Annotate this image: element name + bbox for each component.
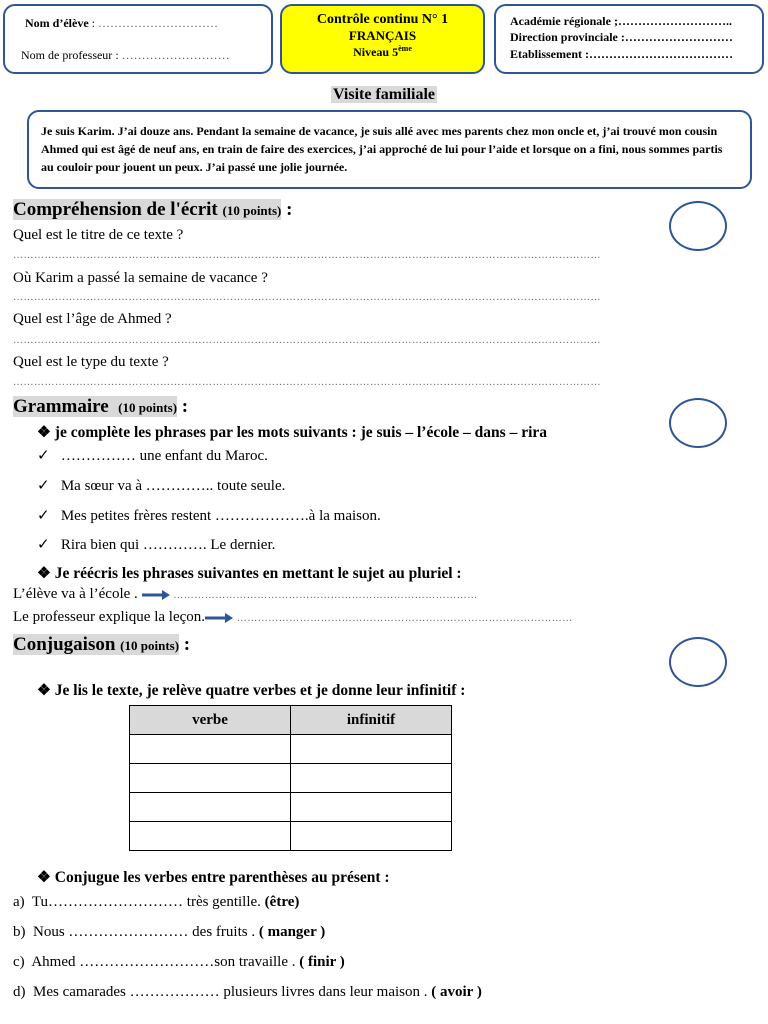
conjugate-item-c[interactable]: c) Ahmed ………………………son travaille . ( finir ) xyxy=(13,954,345,970)
teacher-name-label: Nom de professeur xyxy=(21,48,113,62)
infinitive-cell[interactable] xyxy=(291,822,452,851)
infinitive-cell[interactable] xyxy=(291,735,452,764)
table-row xyxy=(130,735,452,764)
diamond-bullet-icon: ❖ xyxy=(37,682,55,699)
direction-line[interactable]: Direction provinciale :……………………… xyxy=(510,30,733,44)
teacher-name-line[interactable]: Nom de professeur : ……………………… xyxy=(21,48,230,62)
student-info-box xyxy=(3,4,273,74)
diamond-bullet-icon: ❖ xyxy=(37,869,55,886)
conjugaison-instruction-2: ❖ Conjugue les verbes entre parenthèses au présent : xyxy=(37,869,390,886)
grammaire-item-2[interactable]: ✓ Ma sœur va à ………….. toute seule. xyxy=(37,478,286,494)
grammaire-heading: Grammaire (10 points) : xyxy=(13,396,189,417)
verb-cell[interactable] xyxy=(130,822,291,851)
verb-column-header: verbe xyxy=(130,706,291,735)
verb-table xyxy=(129,705,452,851)
table-row xyxy=(130,822,452,851)
grammaire-instruction-1: ❖ je complète les phrases par les mots suivants : je suis – l’école – dans – rira xyxy=(37,424,548,441)
school-info-box xyxy=(494,4,764,74)
rewrite-sentence-1[interactable]: L’élève va à l’école . …………………………………………………………………………… xyxy=(13,586,478,602)
text-title-wrap xyxy=(0,86,768,104)
infinitive-cell[interactable] xyxy=(291,764,452,793)
conjugate-item-b[interactable]: b) Nous …………………… des fruits . ( manger ) xyxy=(13,924,326,940)
grammaire-instruction-2: ❖ Je réécris les phrases suivantes en mettant le sujet au pluriel : xyxy=(37,565,462,582)
student-name-label: Nom d’élève xyxy=(25,16,89,30)
checkmark-icon: ✓ xyxy=(37,478,50,494)
subject-title: FRANÇAIS xyxy=(348,28,417,43)
checkmark-icon: ✓ xyxy=(37,448,50,464)
answer-line-1[interactable]: …………………………………………………………………………………………………………………………………………………… xyxy=(13,250,601,261)
question-4: Quel est le type du texte ? xyxy=(13,354,169,370)
verb-cell[interactable] xyxy=(130,793,291,822)
conjugaison-heading: Conjugaison (10 points) : xyxy=(13,634,191,655)
exam-title-box xyxy=(280,4,485,74)
text-title: Visite familiale xyxy=(332,86,436,103)
conjugate-item-d[interactable]: d) Mes camarades ……………… plusieurs livres dans leur maison . ( avoir ) xyxy=(13,984,482,1000)
question-3: Quel est l’âge de Ahmed ? xyxy=(13,311,172,327)
diamond-bullet-icon: ❖ xyxy=(37,424,55,441)
grammaire-item-1[interactable]: ✓ …………… une enfant du Maroc. xyxy=(37,448,268,464)
grammaire-item-4[interactable]: ✓ Rira bien qui …………. Le dernier. xyxy=(37,537,276,553)
question-1: Quel est le titre de ce texte ? xyxy=(13,227,184,243)
answer-line-2[interactable]: …………………………………………………………………………………………………………………………………………………… xyxy=(13,292,601,303)
checkmark-icon: ✓ xyxy=(37,537,50,553)
rewrite-sentence-2[interactable]: Le professeur explique la leçon. …………………………………………………………………………………… xyxy=(13,609,573,625)
score-circle-comprehension xyxy=(669,201,727,251)
reading-text-box xyxy=(27,110,752,189)
grammaire-item-3[interactable]: ✓ Mes petites frères restent ……………….à la maison. xyxy=(37,508,381,524)
question-2: Où Karim a passé la semaine de vacance ? xyxy=(13,270,268,286)
level-label: Niveau 5ème xyxy=(353,44,412,59)
conjugate-item-a[interactable]: a) Tu……………………… très gentille. (être) xyxy=(13,894,300,910)
infinitive-column-header: infinitif xyxy=(291,706,452,735)
checkmark-icon: ✓ xyxy=(37,508,50,524)
table-row xyxy=(130,793,452,822)
score-circle-grammaire xyxy=(669,398,727,448)
arrow-right-icon xyxy=(142,590,170,600)
verb-cell[interactable] xyxy=(130,735,291,764)
verb-cell[interactable] xyxy=(130,764,291,793)
academy-line[interactable]: Académie régionale ;……………………….. xyxy=(510,14,732,28)
exam-title: Contrôle continu N° 1 xyxy=(316,12,449,27)
conjugaison-instruction-1: ❖ Je lis le texte, je relève quatre verbes et je donne leur infinitif : xyxy=(37,682,466,699)
comprehension-heading: Compréhension de l'écrit (10 points) : xyxy=(13,199,293,220)
score-circle-conjugaison xyxy=(669,637,727,687)
infinitive-cell[interactable] xyxy=(291,793,452,822)
student-name-line[interactable]: Nom d’élève : ………………………… xyxy=(25,16,218,30)
reading-text: Je suis Karim. J’ai douze ans. Pendant la semaine de vacance, je suis allé avec mes parents chez mon oncle et, j’ai trouvé mon cousin Ahmed qui est âgé de neuf ans, en train de faire des exercices, j’ai approché de lui pour l’aide et lorsque on a fini, nous sommes partis au couloir pour jouent un peux. J’ai passé une jolie journée. xyxy=(41,124,723,174)
diamond-bullet-icon: ❖ xyxy=(37,565,55,582)
answer-line-3[interactable]: …………………………………………………………………………………………………………………………………………………… xyxy=(13,335,601,346)
table-row xyxy=(130,764,452,793)
answer-line-4[interactable]: …………………………………………………………………………………………………………………………………………………… xyxy=(13,377,601,388)
school-line[interactable]: Etablissement :……………………………… xyxy=(510,47,733,61)
arrow-right-icon xyxy=(205,613,233,623)
